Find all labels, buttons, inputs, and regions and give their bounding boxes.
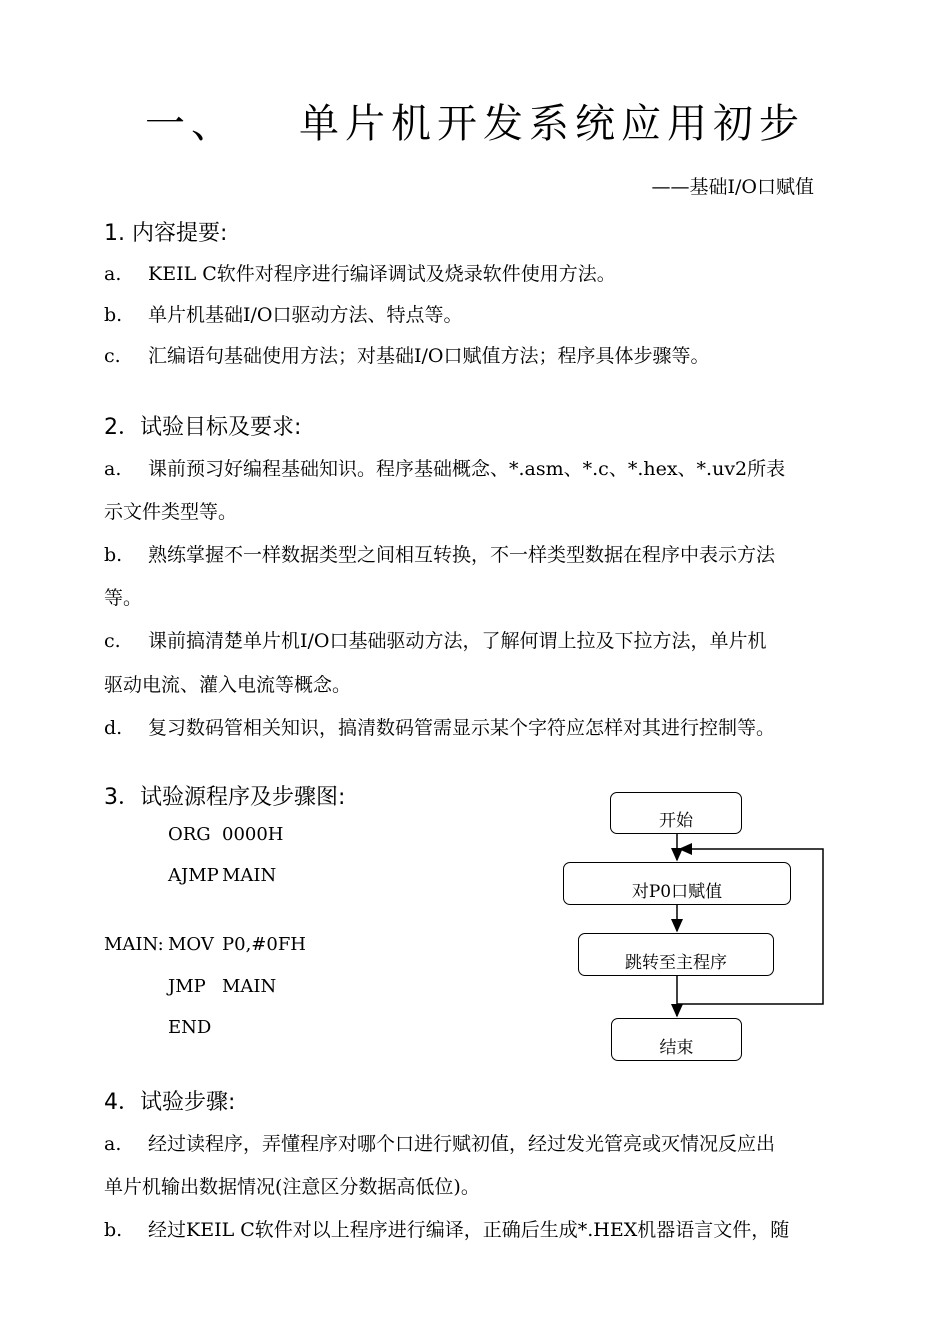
flow-node-jump: 跳转至主程序	[578, 933, 774, 976]
list-item-continuation: 等。	[104, 587, 143, 609]
list-item: a. 经过读程序，弄懂程序对哪个口进行赋初值，经过发光管亮或灭情况反应出	[104, 1133, 776, 1155]
code-line: AJMP MAIN	[168, 865, 277, 886]
code-line: JMP MAIN	[168, 976, 277, 997]
list-item: c. 汇编语句基础使用方法；对基础I/O口赋值方法；程序具体步骤等。	[104, 345, 710, 367]
page-title: 一、 单片机开发系统应用初步	[145, 101, 805, 147]
section-heading-4: 4．试验步骤:	[104, 1090, 236, 1115]
code-line: END	[168, 1017, 212, 1038]
list-item: a. 课前预习好编程基础知识。程序基础概念、*.asm、*.c、*.hex、*.uv2所表	[104, 458, 786, 480]
flow-node-end: 结束	[611, 1018, 742, 1061]
list-item-continuation: 示文件类型等。	[104, 501, 238, 523]
list-item: c. 课前搞清楚单片机I/O口基础驱动方法，了解何谓上拉及下拉方法，单片机	[104, 630, 767, 652]
list-item: b. 熟练掌握不一样数据类型之间相互转换，不一样类型数据在程序中表示方法	[104, 544, 776, 566]
section-heading-1: 1. 内容提要:	[104, 221, 228, 246]
list-item: b. 经过KEIL C软件对以上程序进行编译，正确后生成*.HEX机器语言文件，随	[104, 1219, 790, 1241]
list-item-continuation: 驱动电流、灌入电流等概念。	[104, 674, 352, 696]
flow-node-start: 开始	[610, 792, 742, 834]
flow-node-assign: 对P0口赋值	[563, 862, 791, 905]
section-heading-3: 3．试验源程序及步骤图:	[104, 785, 346, 810]
list-item: a. KEIL C软件对程序进行编译调试及烧录软件使用方法。	[104, 263, 616, 285]
list-item: b. 单片机基础I/O口驱动方法、特点等。	[104, 304, 463, 326]
code-line: MAIN: MOV P0,#0FH	[104, 934, 307, 955]
list-item-continuation: 单片机输出数据情况(注意区分数据高低位)。	[104, 1176, 480, 1198]
page-subtitle: ——基础I/O口赋值	[651, 176, 814, 198]
code-line: ORG 0000H	[168, 824, 284, 845]
list-item: d. 复习数码管相关知识，搞清数码管需显示某个字符应怎样对其进行控制等。	[104, 717, 776, 739]
section-heading-2: 2．试验目标及要求:	[104, 415, 302, 440]
